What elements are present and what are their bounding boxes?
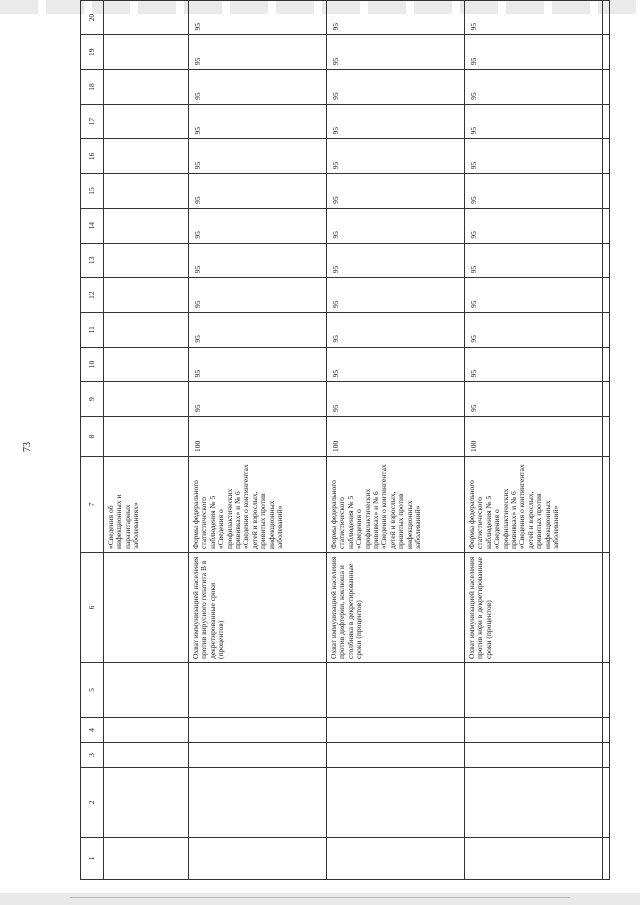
table-cell [603, 312, 610, 347]
table-cell [603, 382, 610, 417]
value-cell: 95 [327, 35, 465, 70]
table-cell [603, 139, 610, 174]
table-row [465, 0, 603, 879]
header-cell: 16 [81, 139, 104, 174]
table-cell [104, 312, 189, 347]
indicator-table [80, 0, 610, 880]
header-cell: 1 [81, 838, 104, 880]
value-cell: 95 [327, 104, 465, 139]
value-cell: 95 [327, 70, 465, 105]
indicator-cell: Охват иммунизацией населения против кори в декретированные сроки (процентов) [465, 553, 603, 663]
table-cell [603, 0, 610, 35]
table-cell [603, 768, 610, 838]
value-cell: 95 [465, 382, 603, 417]
table-cell [465, 663, 603, 718]
base-value-cell: 100 [327, 417, 465, 457]
table-cell [104, 104, 189, 139]
header-cell: 13 [81, 243, 104, 278]
header-cell: 17 [81, 104, 104, 139]
base-value-cell: 100 [189, 417, 327, 457]
value-cell: 95 [327, 0, 465, 35]
table-row [104, 0, 189, 879]
table-cell [603, 743, 610, 768]
value-cell: 95 [465, 312, 603, 347]
value-cell: 95 [465, 104, 603, 139]
table-cell [465, 838, 603, 880]
table-cell [189, 838, 327, 880]
table-row [603, 0, 610, 879]
table-cell [104, 0, 189, 35]
table-cell [603, 104, 610, 139]
value-cell: 95 [465, 35, 603, 70]
table-cell [104, 347, 189, 382]
header-cell: 12 [81, 278, 104, 313]
indicator-cell: Охват иммунизацией населения против вирусного гепатита В в декретированные сроки (процентов) [189, 553, 327, 663]
table-cell [104, 838, 189, 880]
table-row [189, 0, 327, 879]
value-cell: 95 [465, 0, 603, 35]
header-cell: 3 [81, 743, 104, 768]
source-cell: «Сведения об инфекционных и паразитарных заболеваниях» [104, 457, 189, 553]
header-cell: 14 [81, 208, 104, 243]
table-cell [189, 663, 327, 718]
header-cell: 9 [81, 382, 104, 417]
table-cell [603, 278, 610, 313]
value-cell: 95 [189, 382, 327, 417]
header-cell: 8 [81, 417, 104, 457]
header-cell: 4 [81, 718, 104, 743]
value-cell: 95 [189, 208, 327, 243]
value-cell: 95 [465, 347, 603, 382]
header-cell: 7 [81, 457, 104, 553]
header-row [81, 0, 104, 879]
table-cell [327, 838, 465, 880]
header-cell: 10 [81, 347, 104, 382]
table-cell [104, 382, 189, 417]
table-cell [189, 768, 327, 838]
table-cell [104, 553, 189, 663]
header-cell: 5 [81, 663, 104, 718]
table-cell [104, 35, 189, 70]
indicator-cell: Охват иммунизацией населения против дифтерии, коклюша и столбняка в декретированные сроки (процентов) [327, 553, 465, 663]
table-cell [104, 278, 189, 313]
value-cell: 95 [327, 347, 465, 382]
page-number: 73 [22, 442, 33, 452]
table-cell [465, 718, 603, 743]
table-row [327, 0, 465, 879]
source-cell: Формы федерального статистического наблюдения № 5 «Сведения о профилактических прививках» и № 6 «Сведения о контингентах детей и взрослых, привитых против инфекционных заболеваний» [465, 457, 603, 553]
table-cell [104, 208, 189, 243]
header-cell: 11 [81, 312, 104, 347]
value-cell: 95 [465, 243, 603, 278]
scan-edge-bottom [0, 893, 640, 905]
value-cell: 95 [189, 278, 327, 313]
table-cell [603, 35, 610, 70]
header-cell: 15 [81, 174, 104, 209]
table-cell [603, 243, 610, 278]
value-cell: 95 [189, 70, 327, 105]
table-cell [104, 743, 189, 768]
table-cell [327, 663, 465, 718]
value-cell: 95 [189, 0, 327, 35]
rotated-table-wrapper [80, 13, 570, 880]
table-cell [189, 743, 327, 768]
table-cell [603, 208, 610, 243]
table-cell [104, 139, 189, 174]
table-cell [104, 70, 189, 105]
value-cell: 95 [189, 174, 327, 209]
table-cell [327, 743, 465, 768]
value-cell: 95 [189, 35, 327, 70]
table-cell [603, 663, 610, 718]
value-cell: 95 [465, 278, 603, 313]
table-cell [603, 457, 610, 553]
header-cell: 18 [81, 70, 104, 105]
table-cell [104, 768, 189, 838]
table-cell [603, 417, 610, 457]
value-cell: 95 [465, 70, 603, 105]
table-cell [327, 718, 465, 743]
value-cell: 95 [327, 174, 465, 209]
value-cell: 95 [189, 312, 327, 347]
table-cell [465, 768, 603, 838]
table-cell [603, 70, 610, 105]
base-value-cell: 100 [465, 417, 603, 457]
table-cell [603, 174, 610, 209]
value-cell: 95 [327, 278, 465, 313]
table-cell [104, 243, 189, 278]
value-cell: 95 [465, 174, 603, 209]
value-cell: 95 [327, 312, 465, 347]
table-cell [603, 347, 610, 382]
header-cell: 6 [81, 553, 104, 663]
value-cell: 95 [189, 139, 327, 174]
table-cell [189, 718, 327, 743]
table-cell [104, 718, 189, 743]
table-cell [603, 718, 610, 743]
header-cell: 2 [81, 768, 104, 838]
value-cell: 95 [465, 139, 603, 174]
value-cell: 95 [189, 347, 327, 382]
header-cell: 19 [81, 35, 104, 70]
value-cell: 95 [465, 208, 603, 243]
value-cell: 95 [189, 243, 327, 278]
value-cell: 95 [327, 382, 465, 417]
source-cell: Формы федерального статистического наблюдения № 5 «Сведения о профилактических прививках» и № 6 «Сведения о контингентах детей и взрослых, привитых против инфекционных заболеваний» [327, 457, 465, 553]
table-cell [327, 768, 465, 838]
value-cell: 95 [189, 104, 327, 139]
table-cell [603, 553, 610, 663]
table-cell [104, 417, 189, 457]
source-cell: Формы федерального статистического наблюдения № 5 «Сведения о профилактических прививках» и № 6 «Сведения о контингентах детей и взрослых, привитых против инфекционных заболеваний» [189, 457, 327, 553]
table-cell [104, 174, 189, 209]
table-cell [104, 663, 189, 718]
table-cell [603, 838, 610, 880]
value-cell: 95 [327, 139, 465, 174]
value-cell: 95 [327, 243, 465, 278]
header-cell: 20 [81, 0, 104, 35]
table-cell [465, 743, 603, 768]
value-cell: 95 [327, 208, 465, 243]
